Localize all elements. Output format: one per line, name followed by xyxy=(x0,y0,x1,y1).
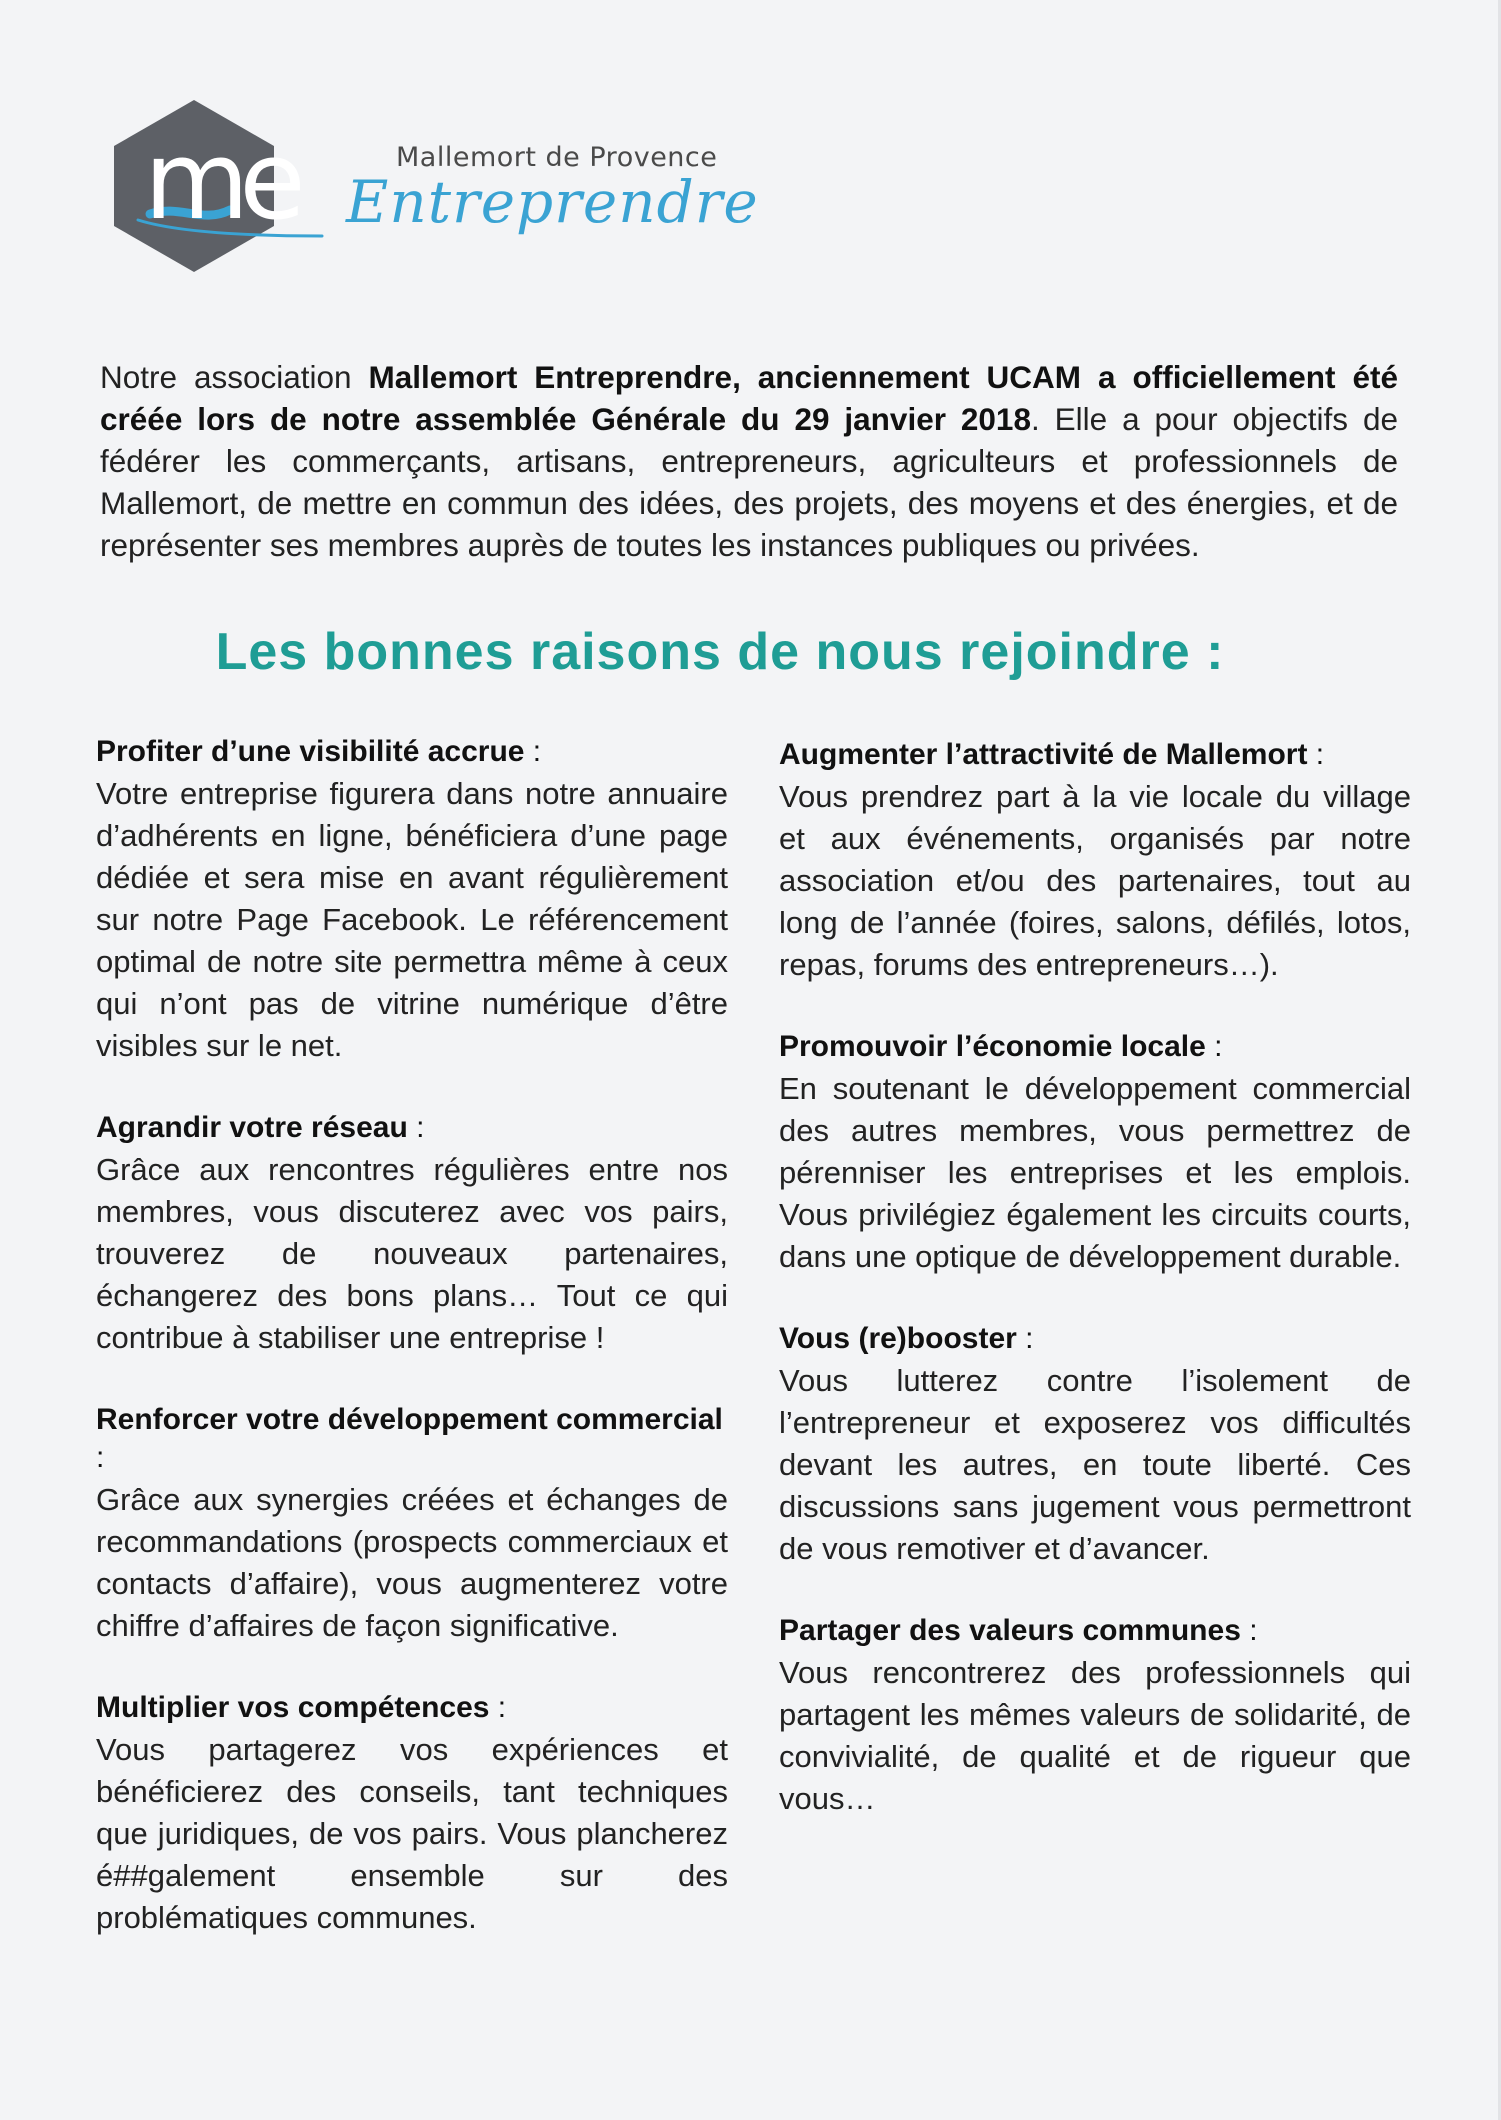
reason-section xyxy=(779,1028,1411,1278)
reason-title-colon: : xyxy=(96,1441,105,1474)
reason-title xyxy=(96,1689,728,1727)
reason-body: Vous lutterez contre l’isolement de l’entrepreneur et exposerez vos difficultés devant les autres, en toute liberté. Ces discussions sans jugement vous permettront de vous remotiver et d’avancer. xyxy=(779,1363,1411,1566)
intro-paragraph xyxy=(100,356,1398,566)
intro-bold: Mallemort Entreprendre, anciennement UCAM a officiellement été créée lors de notre assemblée Générale du 29 janvier 2018 xyxy=(100,358,1398,437)
reason-title-colon: : xyxy=(1016,1322,1034,1355)
reason-title-text: Renforcer votre développement commercial xyxy=(96,1403,723,1436)
logo-brand-name: Mallemort de Provence xyxy=(396,142,718,173)
left-column xyxy=(96,733,728,1981)
right-column xyxy=(779,736,1411,1862)
reason-title-colon: : xyxy=(1307,738,1325,771)
main-heading: Les bonnes raisons de nous rejoindre : xyxy=(215,623,1225,681)
reason-title-colon: : xyxy=(1205,1030,1223,1063)
reason-title-colon: : xyxy=(407,1111,425,1144)
reason-body: Vous partagerez vos expériences et bénéficierez des conseils, tant techniques que juridiques, de vos pairs. Vous plancherez é##galement ensemble sur des problématiques communes. xyxy=(96,1732,728,1935)
reason-body: Vous prendrez part à la vie locale du village et aux événements, organisés par notre association et/ou des partenaires, tout au long de l’année (foires, salons, défilés, lotos, repas, forums des entrepreneurs…). xyxy=(779,779,1411,982)
reason-title xyxy=(96,733,728,771)
intro-suffix: . Elle a pour objectifs de fédérer les commerçants, artisans, entrepreneurs, agriculteurs et professionnels de Mallemort, de mettre en commun des idées, des projets, des moyens et des énergies, et de représenter ses membres auprès de toutes les instances publiques ou privées. xyxy=(100,400,1398,563)
reason-title xyxy=(779,1320,1411,1358)
reason-section xyxy=(96,1401,728,1647)
reason-section xyxy=(779,1320,1411,1570)
reason-body: Grâce aux rencontres régulières entre nos membres, vous discuterez avec vos pairs, trouverez de nouveaux partenaires, échangerez des bons plans… Tout ce qui contribue à stabiliser une entreprise ! xyxy=(96,1152,728,1355)
reason-title-text: Profiter d’une visibilité accrue xyxy=(96,735,525,768)
hexagon-logo-icon xyxy=(110,96,350,276)
reason-section xyxy=(96,1109,728,1359)
reason-body: Grâce aux synergies créées et échanges de recommandations (prospects commerciaux et contacts d’affaire), vous augmenterez votre chiffre d’affaires de façon significative. xyxy=(96,1482,728,1643)
reason-section xyxy=(96,1689,728,1939)
reason-title xyxy=(96,1109,728,1147)
reason-section xyxy=(96,733,728,1067)
intro-prefix: Notre association xyxy=(100,358,369,395)
logo-script-name: Entreprendre xyxy=(346,168,759,236)
reason-title xyxy=(779,1612,1411,1650)
reason-title-colon: : xyxy=(1240,1614,1258,1647)
reason-body: Votre entreprise figurera dans notre annuaire d’adhérents en ligne, bénéficiera d’une page dédiée et sera mise en avant régulièrement sur notre Page Facebook. Le référencement optimal de notre site permettra même à ceux qui n’ont pas de vitrine numérique d’être visibles sur le net. xyxy=(96,776,728,1063)
reason-title-text: Multiplier vos compétences xyxy=(96,1691,490,1724)
reason-title-text: Promouvoir l’économie locale xyxy=(779,1030,1206,1063)
reason-title xyxy=(96,1401,728,1477)
reason-body: En soutenant le développement commercial des autres membres, vous permettrez de pérenniser les entreprises et les emplois. Vous privilégiez également les circuits courts, dans une optique de développement durable. xyxy=(779,1071,1411,1274)
reason-title-colon: : xyxy=(489,1691,507,1724)
reason-section xyxy=(779,1612,1411,1820)
reason-title-text: Vous (re)booster xyxy=(779,1322,1017,1355)
reason-title xyxy=(779,736,1411,774)
reason-title-colon: : xyxy=(524,735,542,768)
logo-mark-text: me xyxy=(144,119,296,244)
reason-title xyxy=(779,1028,1411,1066)
reason-title-text: Augmenter l’attractivité de Mallemort xyxy=(779,738,1308,771)
logo xyxy=(110,96,759,276)
reason-body: Vous rencontrerez des professionnels qui partagent les mêmes valeurs de solidarité, de convivialité, de qualité et de rigueur que vous… xyxy=(779,1655,1411,1816)
reason-title-text: Agrandir votre réseau xyxy=(96,1111,408,1144)
reason-title-text: Partager des valeurs communes xyxy=(779,1614,1241,1647)
reason-section xyxy=(779,736,1411,986)
